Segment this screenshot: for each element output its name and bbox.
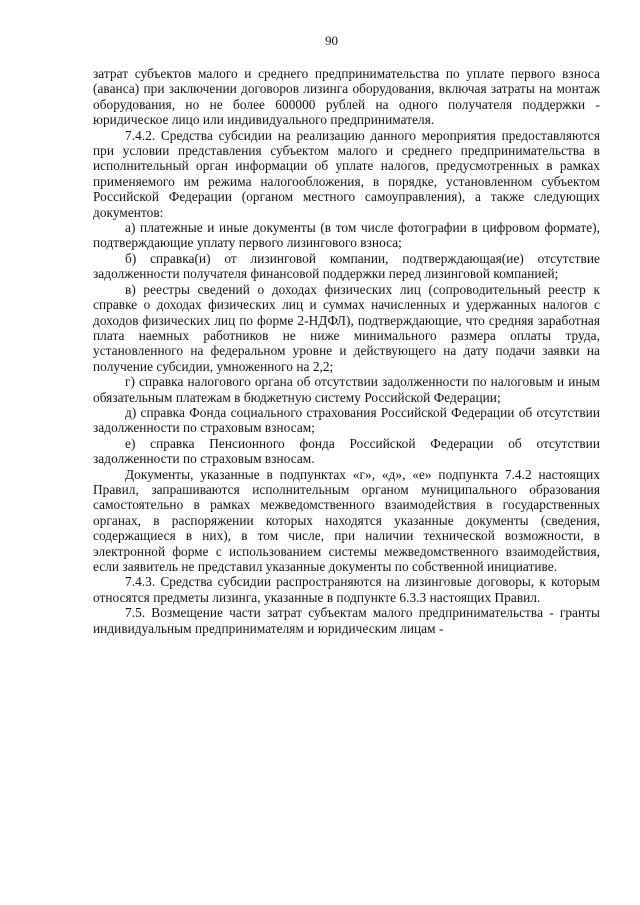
list-item-v: в) реестры сведений о доходах физических лиц (сопроводительный реестр к справке о доходах физических лиц и суммах начисленных и удержанных налогов с доходов физических лиц по форме 2-НДФЛ), подтверждающие, что средняя заработная плата наемных работников не ниже минимального размера оплаты труда, установленного на федеральном уровне и действующего на дату подачи заявки на получение субсидии, умноженного на 2,2;	[93, 281, 600, 374]
list-item-a: а) платежные и иные документы (в том числе фотографии в цифровом формате), подтверждающие уплату первого лизингового взноса;	[93, 220, 600, 251]
paragraph-continuation: затрат субъектов малого и среднего предпринимательства по уплате первого взноса (аванса) при заключении договоров лизинга оборудования, включая затраты на монтаж оборудования, но не более 600000 рублей на одного получателя поддержки - юридическое лицо или индивидуального предпринимателя.	[93, 66, 600, 128]
list-item-d: д) справка Фонда социального страхования Российской Федерации об отсутствии задолженности по страховым взносам;	[93, 404, 600, 436]
paragraph-7-4-3: 7.4.3. Средства субсидии распространяются на лизинговые договоры, к которым относятся предметы лизинга, указанные в подпункте 6.3.3 настоящих Правил.	[93, 574, 600, 605]
list-item-b: б) справка(и) от лизинговой компании, подтверждающая(ие) отсутствие задолженности получателя финансовой поддержки перед лизинговой компанией;	[93, 250, 600, 282]
paragraph-7-5: 7.5. Возмещение части затрат субъектам малого предпринимательства - гранты индивидуальным предпринимателям и юридическим лицам -	[93, 605, 600, 636]
paragraph-documents: Документы, указанные в подпунктах «г», «д», «е» подпункта 7.4.2 настоящих Правил, запрашиваются исполнительным органом муниципального образования самостоятельно в рамках межведомственного взаимодействия в государственных органах, в распоряжении которых находятся указанные документы (сведения, содержащиеся в них), в том числе, при наличии технической возможности, в электронной форме с использованием системы межведомственного взаимодействия, если заявитель не представил указанные документы по собственной инициативе.	[93, 466, 600, 574]
list-item-g: г) справка налогового органа об отсутствии задолженности по налоговым и иным обязательным платежам в бюджетную систему Российской Федерации;	[93, 374, 600, 405]
paragraph-7-4-2: 7.4.2. Средства субсидии на реализацию данного мероприятия предоставляются при условии представления субъектом малого и среднего предпринимательства в исполнительный орган информации об уплате налогов, предусмотренных в рамках применяемого им режима налогообложения, в порядке, установленном субъектом Российской Федерации (органом местного самоуправления), а также следующих документов:	[93, 127, 600, 220]
page-number: 90	[325, 33, 338, 48]
document-body	[93, 66, 600, 636]
list-item-e: е) справка Пенсионного фонда Российской Федерации об отсутствии задолженности по страховым взносам.	[93, 435, 600, 467]
